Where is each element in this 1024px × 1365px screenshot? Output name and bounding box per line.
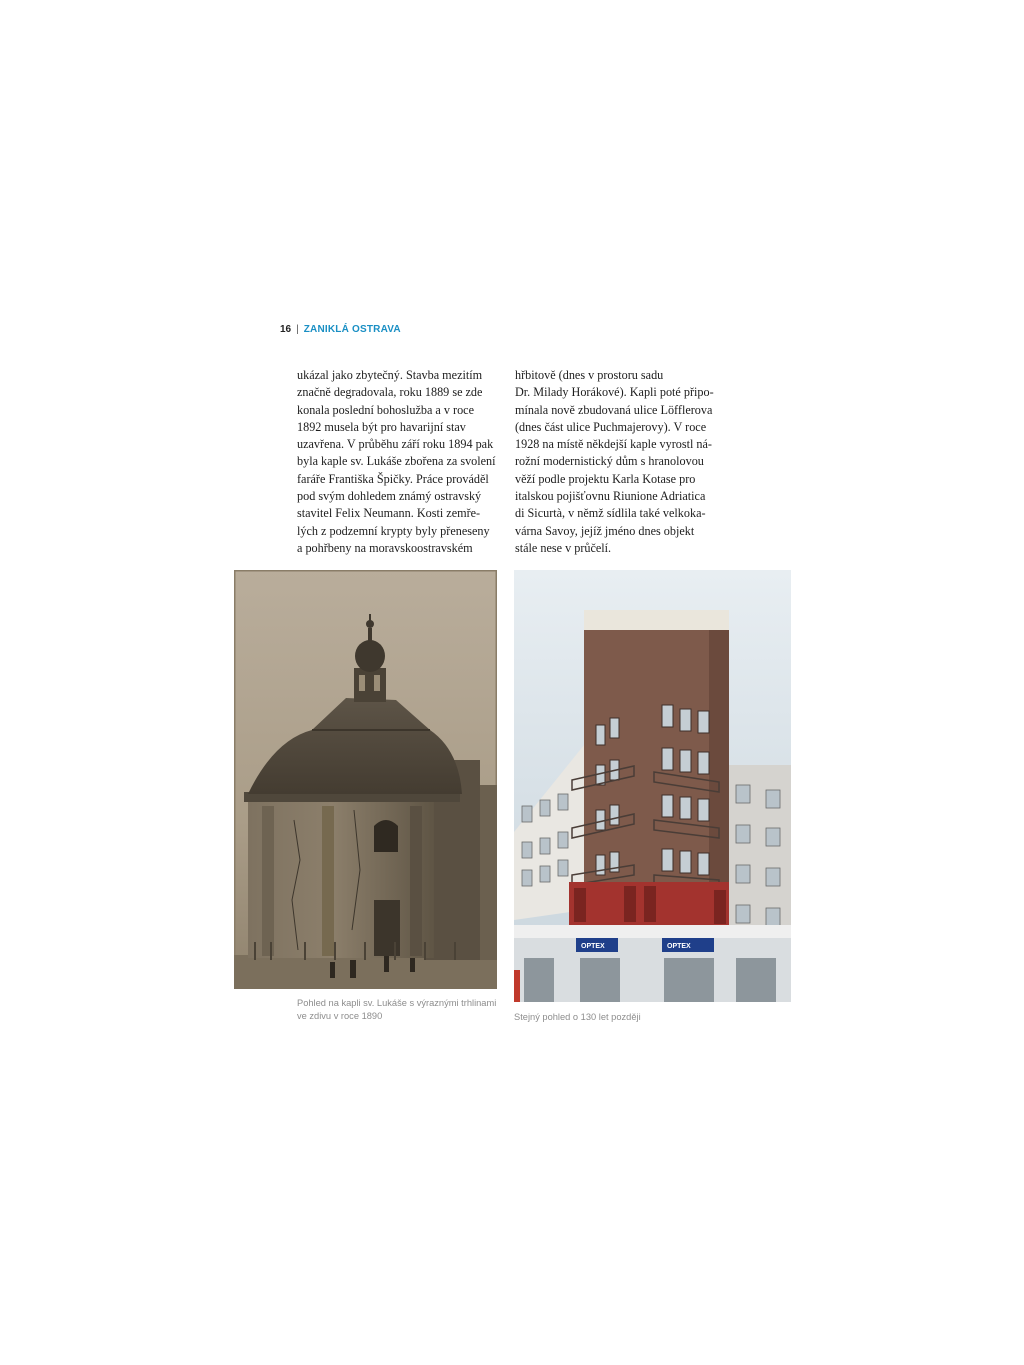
caption-line: ve zdivu v roce 1890 [297, 1011, 383, 1021]
caption-left [297, 997, 496, 1023]
text-line: byla kaple sv. Lukáše zbořena za svolení [297, 454, 496, 469]
text-column-right [515, 367, 714, 557]
text-line: značně degradovala, roku 1889 se zde [297, 385, 483, 400]
shop-sign: OPTEX [581, 943, 605, 950]
text-line: várna Savoy, jejíž jméno dnes objekt [515, 523, 695, 538]
text-line: věží podle projektu Karla Kotase pro [515, 471, 696, 486]
text-line: lých z podzemní krypty byly přeneseny [297, 523, 490, 538]
caption-right [514, 1011, 641, 1024]
text-line: (dnes část ulice Puchmajerovy). V roce [515, 419, 707, 434]
text-line: italskou pojišťovnu Riunione Adriatica [515, 489, 706, 504]
text-line: a pohřbeny na moravskoostravském [297, 540, 473, 555]
building-illustration [514, 570, 791, 1002]
shop-sign: OPTEX [667, 943, 691, 950]
text-line: hřbitově (dnes v prostoru sadu [515, 368, 664, 382]
text-line: faráře Františka Špičky. Práce prováděl [297, 471, 489, 486]
text-line: ukázal jako zbytečný. Stavba mezitím [297, 368, 483, 382]
chapel-photo-1890 [234, 570, 497, 989]
text-line: rožní modernistický dům s hranolovou [515, 454, 704, 469]
running-header [280, 324, 401, 335]
text-line: Dr. Milady Horákové). Kapli poté připo- [515, 385, 714, 400]
text-line: stavitel Felix Neumann. Kosti zemře- [297, 506, 481, 521]
text-line: 1892 musela být pro havarijní stav [297, 419, 466, 434]
page-number: 16 [280, 324, 292, 335]
text-line: mínala nově zbudovaná ulice Löfflerova [515, 402, 713, 417]
header-separator: | [296, 324, 299, 335]
text-column-left [297, 367, 496, 557]
text-line: stále nese v průčelí. [515, 540, 612, 555]
text-line: uzavřena. V průběhu září roku 1894 pak [297, 437, 494, 452]
text-line: di Sicurtà, v němž sídlila také velkoka- [515, 506, 706, 521]
text-line: pod svým dohledem známý ostravský [297, 489, 482, 504]
text-line: 1928 na místě někdejší kaple vyrostl ná- [515, 437, 712, 452]
section-title: ZANIKLÁ OSTRAVA [303, 324, 401, 335]
chapel-illustration [234, 570, 497, 989]
savoy-building-photo [514, 570, 791, 1002]
text-line: konala poslední bohoslužba a v roce [297, 402, 475, 417]
caption-line: Pohled na kapli sv. Lukáše s výraznými trhlinami [297, 998, 497, 1008]
caption-line: Stejný pohled o 130 let později [514, 1012, 641, 1022]
